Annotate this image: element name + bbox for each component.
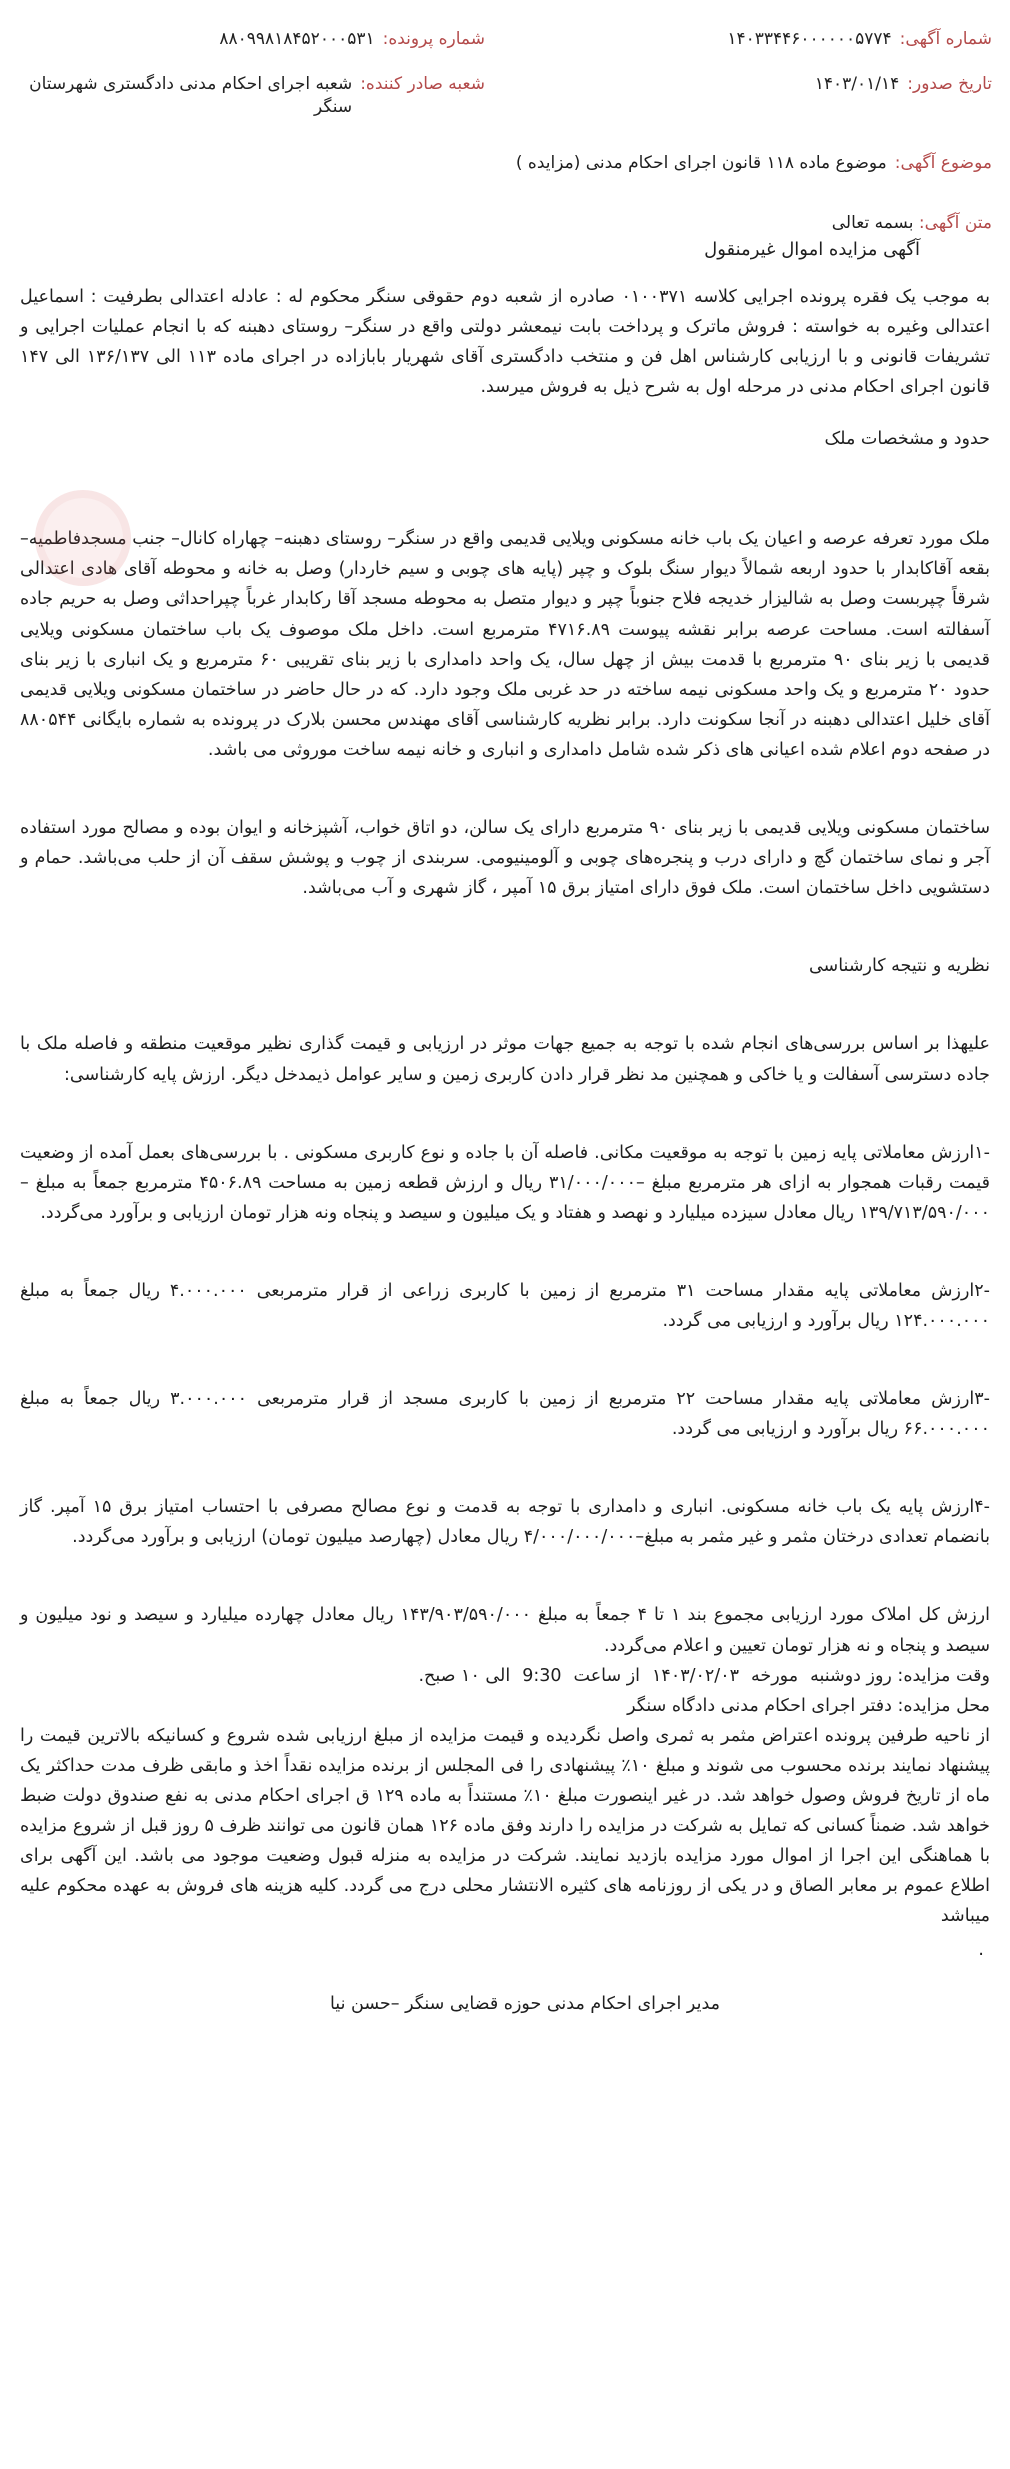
valuation-item-1: -۱ارزش معاملاتی پایه زمین با توجه به موقعیت مکانی. فاصله آن با جاده و نوع کاربری مسکونی . با بررسی‌های بعمل آمده از وضعیت قیمت رقبات همجوار به ازای هر مترمربع مبلغ –۳۱/۰۰۰/۰۰۰ ریال و ارزش قطعه زمین به مساحت ۴۵۰۶.۸۹ مترمربع جمعاً به مبلغ –۱۳۹/۷۱۳/۵۹۰/۰۰۰ ریال معادل سیزده میلیارد و نهصد و هفتاد و یک میلیون و سیصد و پنجاه ونه هزار تومان ارزیابی و برآورد می‌گردد. (20, 1142, 990, 1223)
total-valuation: ارزش کل املاک مورد ارزیابی مجموع بند ۱ تا ۴ جمعاً به مبلغ ۱۴۳/۹۰۳/۵۹۰/۰۰۰ ریال معادل چهارده میلیارد و سیصد و نود میلیون و سیصد و پنجاه و نه هزار تومان تعیین و اعلام می‌گردد. (20, 1605, 990, 1656)
ad-number-row (525, 28, 992, 51)
watermark-logo-icon (35, 490, 131, 586)
subject-text: موضوع ماده ۱۱۸ قانون اجرای احکام مدنی (مزایده ) (515, 152, 887, 173)
signature: مدیر اجرای احکام مدنی حوزه قضایی سنگر –حسن نیا (329, 1994, 721, 2015)
subject-row (18, 153, 992, 173)
ad-number: ۱۴۰۳۳۴۴۶۰۰۰۰۰۰۵۷۷۴ (727, 29, 892, 49)
valuation-item-2: -۲ارزش معاملاتی پایه مقدار مساحت ۳۱ مترمربع از زمین با کاربری زراعی از قرار مترمربعی ۴.۰۰۰.۰۰۰ ریال جمعاً به مبلغ ۱۲۴.۰۰۰.۰۰۰ ریال برآورد و ارزیابی می گردد. (20, 1280, 990, 1331)
issuer: شعبه اجرای احکام مدنی دادگستری شهرستان سنگر (29, 73, 353, 117)
intro-paragraph: به موجب یک فقره پرونده اجرایی کلاسه ۰۱۰۰۳۷۱ صادره از شعبه دوم حقوقی سنگر محکوم له : عادله اعتدالی بطرفیت : اسماعیل اعتدالی وغیره به خواسته : فروش ماترک و پرداخت بابت نیمعشر دولتی واقع در سنگر– روستای دهبنه که با انجام عملیات اجرایی و تشریفات قانونی و با ارزیابی کارشناس اهل فن و منتخب دادگستری آقای شهریار بابازاده در اجرای ماده ۱۱۳ الی ۱۳۶/۱۳۷ الی ۱۴۷ قانون اجرای احکام مدنی در مرحله اول به شرح ذیل به فروش میرسد. (20, 286, 991, 398)
auction-time-label: وقت مزایده: روز دوشنبه (810, 1665, 990, 1686)
ad-title: آگهی مزایده اموال غیرمنقول (704, 238, 920, 260)
ad-number-label: شماره آگهی: (899, 29, 992, 49)
issuer-row (18, 73, 485, 119)
auction-from-label: از ساعت (573, 1665, 641, 1686)
issuer-label: شعبه صادر کننده: (360, 73, 485, 94)
body-header (18, 213, 992, 233)
auction-date-label: مورخه (751, 1665, 799, 1686)
header-meta (18, 28, 992, 119)
building-paragraph: ساختمان مسکونی ویلایی قدیمی با زیر بنای ۹۰ مترمربع دارای یک سالن، دو اتاق خواب، آشپزخانه و ایوان بوده و مصالح مورد استفاده آجر و نمای ساختمان گچ و دارای درب و پنجره‌های چوبی و آلومینیومی. سربندی از چوب و پوشش سقف آن از حلب می‌باشد. حمام و دستشویی داخل ساختمان است. ملک فوق دارای امتیاز برق ۱۵ آمپر ، گاز شهری و آب می‌باشد. (20, 818, 991, 899)
dot-separator: . (978, 1939, 984, 1961)
case-number-label: شماره پرونده: (382, 29, 485, 49)
body-label: متن آگهی: (918, 212, 992, 233)
case-number: ۸۸۰۹۹۸۱۸۴۵۲۰۰۰۵۳۱ (219, 29, 375, 49)
auction-date: ۱۴۰۳/۰۲/۰۳ (652, 1665, 740, 1686)
auction-from-time: 9:30 (522, 1665, 562, 1686)
issue-date-label: تاریخ صدور: (907, 73, 992, 94)
conditions-paragraph: از ناحیه طرفین پرونده اعتراض مثمر به ثمری واصل نگردیده و قیمت مزایده از مبلغ ارزیابی شده شروع و کسانیکه بالاترین قیمت را پیشنهاد نمایند برنده محسوب می شوند و مبلغ ۱۰٪ پیشنهادی را فی المجلس از برنده مزایده نقداً اخذ و مابقی ظرف مدت حداکثر یک ماه از تاریخ فروش وصول خواهد شد. در غیر اینصورت مبلغ ۱۰٪ مستنداً به ماده ۱۲۹ ق اجرای احکام مدنی به نفع صندوق دولت ضبط خواهد شد. ضمناً کسانی که تمایل به شرکت در مزایده را دارند وفق ماده ۱۲۶ همان قانون می توانند ظرف ۵ روز قبل از شروع مزایده با هماهنگی این اجرا از اموال مورد مزایده بازدید نمایند. شرکت در مزایده به منزله قبول وضعیت موجود می باشد. این آگهی برای اطلاع عموم بر معابر الصاق و در یکی از روزنامه های کثیره الانتشار محلی درج می گردد. کلیه هزینه های فروش به عهده محکوم علیه میباشد (20, 1725, 990, 1927)
auction-time-row (18, 1661, 992, 1691)
issue-date: ۱۴۰۳/۰۱/۱۴ (814, 73, 900, 94)
case-number-row (18, 28, 485, 51)
specs-heading: حدود و مشخصات ملک (824, 429, 990, 450)
specs-paragraph: ملک مورد تعرفه عرصه و اعیان یک باب خانه مسکونی ویلایی قدیمی واقع در سنگر– روستای دهبنه– چهاراه کانال– جنب مسجدفاطمیه– بقعه آقاکابدار با حدود اربعه شمالاً دیوار سنگ بلوک و چپر (پایه های چوبی و سیم خاردار) وصل به خانه و محوطه آقای هادی اعتدالی شرقاً چپربست وصل به شالیزار خدیجه فلاح جنوباً چپر و دیوار متصل به محوطه مسجد آقا رکابدار غرباً چپراحداثی وصل به حریم جاده آسفالته است. مساحت عرصه برابر نقشه پیوست ۴۷۱۶.۸۹ مترمربع است. داخل ملک موصوف یک باب ساختمان مسکونی ویلایی قدیمی با زیر بنای ۹۰ مترمربع با قدمت بیش از چهل سال، یک واحد دامداری با زیر بنای تقریبی ۶۰ مترمربع و یک انباری با زیر بنای حدود ۲۰ مترمربع و یک واحد مسکونی نیمه ساخته در حد غربی ملک وجود دارد. که در حال حاضر در ساختمان مسکونی ویلایی قدیمی آقای خلیل اعتدالی دهبنه در آنجا سکونت دارد. برابر نظریه کارشناسی آقای مهندس محسن بلارک در پرونده به شماره بایگانی ۸۸۰۵۴۴ در صفحه دوم اعلام شده اعیانی های ذکر شده شامل دامداری و انباری و خانه نیمه ساخت موروثی می باشد. (20, 529, 990, 760)
auction-place: محل مزایده: دفتر اجرای احکام مدنی دادگاه سنگر (627, 1695, 990, 1716)
bismillah: بسمه تعالی (831, 212, 914, 233)
valuation-item-4: -۴ارزش پایه یک باب خانه مسکونی. انباری و دامداری با توجه به قدمت و نوع مصالح مصرفی با احتساب امتیاز برق ۱۵ آمپر. گاز بانضمام تعدادی درختان مثمر و غیر مثمر به مبلغ–۴/۰۰۰/۰۰۰/۰۰۰ ریال معادل (چهارصد میلیون تومان) ارزیابی و برآورد می‌گردد. (20, 1497, 990, 1548)
auction-to-time: الی ۱۰ صبح. (418, 1665, 511, 1686)
subject-label: موضوع آگهی: (894, 152, 992, 173)
opinion-heading: نظریه و نتیجه کارشناسی (808, 956, 990, 977)
opinion-paragraph: علیهذا بر اساس بررسی‌های انجام شده با توجه به جمیع جهات موثر در ارزیابی و قیمت گذاری نظیر موقعیت منطقه و فاصله ملک با جاده دسترسی آسفالت و یا خاکی و همچنین مد نظر قرار دادن کاربری زمین و سایر عوامل ذیمدخل دیگر. ارزش پایه کارشناسی: (20, 1034, 990, 1085)
issue-date-row (525, 73, 992, 119)
valuation-item-3: -۳ارزش معاملاتی پایه مقدار مساحت ۲۲ مترمربع از زمین با کاربری مسجد از قرار مترمربعی ۳.۰۰۰.۰۰۰ ریال جمعاً به مبلغ ۶۶.۰۰۰.۰۰۰ ریال برآورد و ارزیابی می گردد. (20, 1389, 990, 1440)
